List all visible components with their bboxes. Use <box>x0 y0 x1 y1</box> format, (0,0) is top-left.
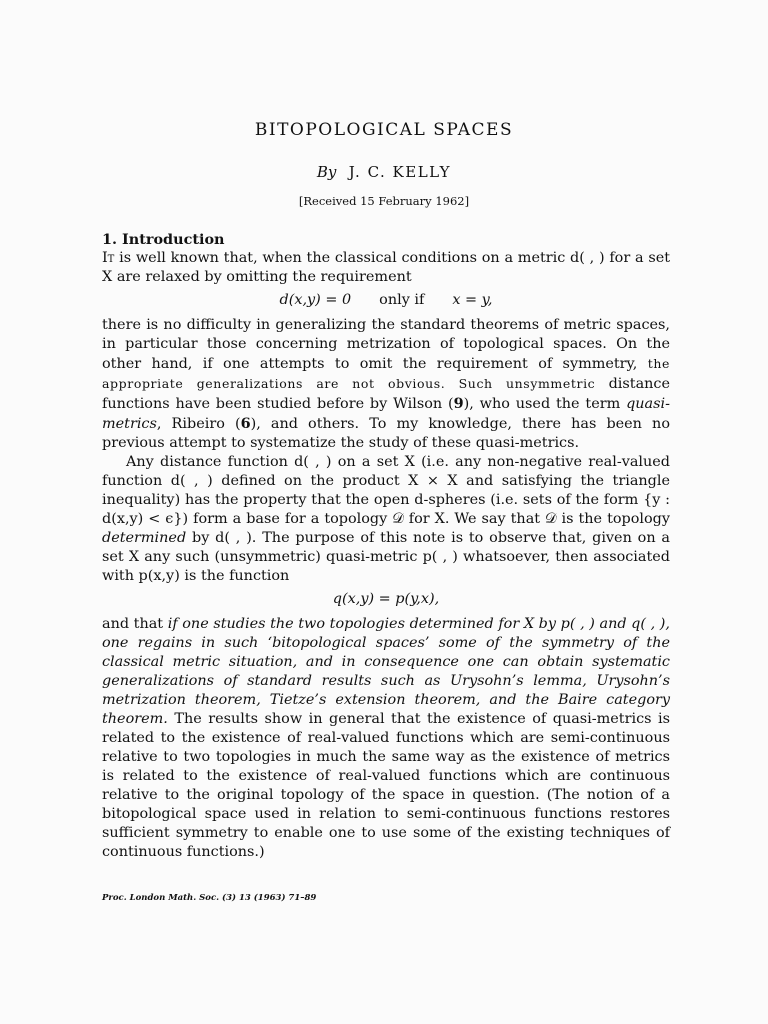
equation-1-rhs: x = y, <box>452 292 493 308</box>
paragraph-2-f: ), and others. To my knowledge, there has been no previous attempt to systematize the study of these quasi-metrics. <box>102 416 670 451</box>
ref-wilson: 9 <box>453 395 464 412</box>
paragraph-4 <box>102 615 670 862</box>
section-heading: 1. Introduction <box>102 231 225 248</box>
paragraph-4-a: and that <box>102 616 168 632</box>
paragraph-2 <box>102 316 670 453</box>
ref-ribeiro: 6 <box>240 415 251 432</box>
paragraph-2-b: the appropriate generalizations are not obvious. Such unsymmetric <box>102 356 670 391</box>
paragraph-2-c: distance functions have been studied before by Wilson ( <box>102 376 670 412</box>
paragraph-2-d: ), who used the term <box>463 396 627 412</box>
author-line <box>0 163 768 181</box>
equation-1-lhs: d(x,y) = 0 <box>279 292 352 308</box>
paragraph-2-e: , Ribeiro ( <box>156 416 241 432</box>
term-quasi-metrics: quasi-metrics <box>102 396 670 432</box>
paragraph-2-a: there is no difficulty in generalizing the standard theorems of metric spaces, in particular those concerning metrization of topological spaces. On the other hand, if one attempts to omit the requirement of symmetry, <box>102 317 670 372</box>
paper-body <box>102 230 670 862</box>
by-label: By <box>316 163 337 181</box>
equation-2: q(x,y) = p(y,x), <box>332 591 440 607</box>
paragraph-1 <box>102 249 670 287</box>
paper-title: BITOPOLOGICAL SPACES <box>254 120 514 140</box>
paragraph-1-text: is well known that, when the classical conditions on a metric d( , ) for a set X are relaxed by omitting the requirement <box>102 250 670 285</box>
paragraph-3-b: by d( , ). The purpose of this note is to observe that, given on a set X any such (unsymmetric) quasi-metric p( , ) whatsoever, then associated with p(x,y) is the function <box>102 530 670 584</box>
journal-citation: Proc. London Math. Soc. (3) 13 (1963) 71–89 <box>102 893 317 903</box>
equation-1 <box>102 291 670 310</box>
paragraph-4-italic: if one studies the two topologies determined for X by p( , ) and q( , ), one regains in such ‘bitopological spaces’ some of the symmetry of the classical metric situation, and in consequence one can obtain systematic generalizations of standard results such as Urysohn’s lemma, Urysohn’s metrization theorem, Tietze’s extension theorem, and the Baire category theorem. <box>102 616 670 727</box>
paragraph-3-a: Any distance function d( , ) on a set X (i.e. any non-negative real-valued function d( , ) defined on the product X × X and satisfying the triangle inequality) has the property that the open d-spheres (i.e. sets of the form {y : d(x,y) < ϵ}) form a base for a topology 𝒟 for X. We say that 𝒟 is the topology <box>102 454 670 527</box>
author-name: J. C. KELLY <box>348 163 452 181</box>
paragraph-4-b: The results show in general that the existence of quasi-metrics is related to the existence of real-valued functions which are semi-continuous relative to two topologies in much the same way as the existence of metrics is related to the existence of real-valued functions which are continuous relative to the original topology of the space in question. (The notion of a bitopological space used in relation to semi-continuous functions restores sufficient symmetry to enable one to use some of the existing techniques of continuous functions.) <box>102 711 670 860</box>
term-determined: determined <box>102 530 187 546</box>
received-date: [Received 15 February 1962] <box>298 194 470 208</box>
lead-word: It <box>102 250 115 266</box>
equation-1-mid: only if <box>379 292 425 308</box>
paragraph-3 <box>102 453 670 586</box>
